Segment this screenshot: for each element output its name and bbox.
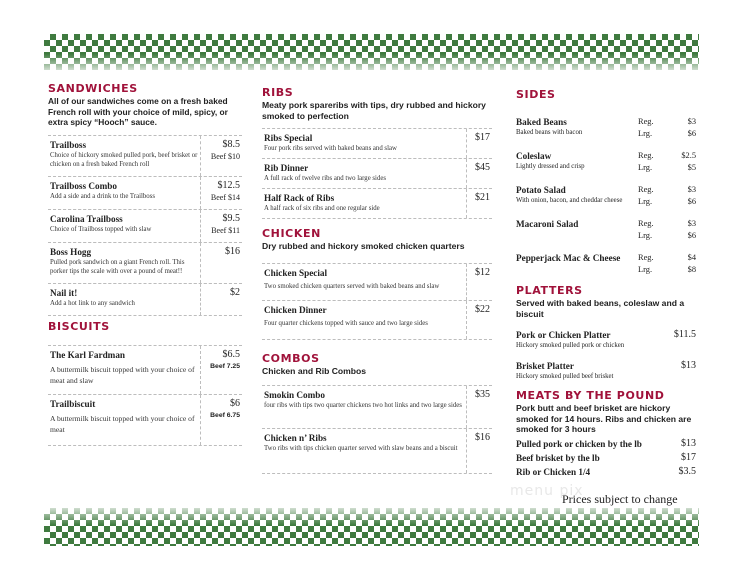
item-price: $16 — [475, 432, 490, 443]
item-price: $21 — [475, 192, 490, 203]
lrg-label: Lrg. — [638, 231, 653, 240]
item-price: $9.5 — [222, 212, 240, 224]
ribs-description: Meaty pork spareribs with tips, dry rubbed and hickory smoked to perfection — [262, 100, 486, 121]
section-title-platters: PLATTERS — [516, 284, 583, 297]
menu-item-trailboss-combo — [48, 176, 242, 210]
section-title-biscuits: BISCUITS — [48, 319, 110, 333]
size-prices — [638, 252, 696, 276]
item-name: Trailbiscuit — [50, 398, 96, 409]
reg-price: $4 — [687, 253, 696, 262]
lrg-price: $6 — [687, 129, 696, 138]
reg-price: $2.5 — [681, 151, 696, 160]
price-cell — [466, 386, 492, 428]
item-description: Add a hot link to any sandwich — [50, 299, 135, 307]
chicken-description: Dry rubbed and hickory smoked chicken quarters — [262, 241, 465, 251]
lrg-price: $8 — [687, 265, 696, 274]
item-name: Rib or Chicken 1/4 — [516, 466, 591, 477]
item-name: Baked Beans — [516, 117, 567, 127]
item-price: $2 — [230, 286, 240, 298]
item-price: $16 — [225, 245, 240, 257]
menu-item-chicken-dinner — [262, 300, 492, 340]
section-title-ribs: RIBS — [262, 86, 294, 99]
item-description: Hickory smoked pulled beef brisket — [516, 373, 614, 380]
item-name: Boss Hogg — [50, 246, 92, 257]
item-name: Beef brisket by the lb — [516, 452, 600, 463]
reg-label: Reg. — [638, 219, 654, 228]
meat-item-rib-chicken — [516, 465, 696, 479]
item-name: Ribs Special — [264, 133, 313, 143]
item-name: Carolina Trailboss — [50, 213, 123, 224]
menu-item-smokin-combo — [262, 385, 492, 429]
item-name: Chicken n’ Ribs — [264, 433, 327, 443]
item-name: Chicken Special — [264, 267, 328, 278]
section-title-combos: COMBOS — [262, 351, 320, 365]
menu-item-trailbiscuit — [48, 394, 242, 446]
item-description: A full rack of twelve ribs and two large sides — [264, 175, 386, 182]
item-description: Choice of hickory smoked pulled pork, beef brisket or chicken on a fresh baked French roll — [50, 151, 198, 168]
item-description: A buttermilk biscuit topped with your choice of meat and slaw — [50, 364, 195, 385]
size-prices — [638, 184, 696, 208]
item-price: $3.5 — [678, 465, 696, 477]
lrg-label: Lrg. — [638, 265, 653, 274]
lrg-price: $5 — [687, 163, 696, 172]
item-description: Baked beans with bacon — [516, 129, 583, 136]
item-price-beef: Beef 6.75 — [210, 411, 240, 419]
item-price: $17 — [475, 132, 490, 143]
price-cell — [466, 189, 492, 218]
price-cell — [466, 264, 492, 300]
right-column — [516, 88, 696, 479]
combos-description: Chicken and Rib Combos — [262, 365, 367, 376]
item-name: Nail it! — [50, 287, 78, 298]
reg-price: $3 — [687, 117, 696, 126]
item-description: Four quarter chickens topped with sauce and two large sides — [264, 319, 428, 327]
meat-item-beef-brisket — [516, 451, 696, 465]
item-price: $12.5 — [217, 179, 240, 191]
section-title-sides: SIDES — [516, 88, 556, 101]
side-item-macaroni-salad — [516, 218, 696, 252]
side-item-potato-salad — [516, 184, 696, 218]
menu-item-chicken-special — [262, 263, 492, 301]
price-cell — [200, 395, 242, 445]
item-description: Two smoked chicken quarters served with baked beans and slaw — [264, 282, 440, 290]
lrg-price: $6 — [687, 197, 696, 206]
item-description: four ribs with tips two quarter chickens two hot links and two large sides — [264, 402, 462, 409]
item-description: With onion, bacon, and cheddar cheese — [516, 197, 623, 204]
prices-note: Prices subject to change — [562, 492, 678, 506]
item-name: Potato Salad — [516, 185, 566, 195]
item-price: $12 — [475, 266, 490, 278]
item-name: Macaroni Salad — [516, 219, 579, 229]
reg-label: Reg. — [638, 151, 654, 160]
item-description: Two ribs with tips chicken quarter served with slaw beans and a biscuit — [264, 445, 458, 452]
price-cell — [466, 429, 492, 473]
item-price-beef: Beef $10 — [210, 151, 240, 161]
item-name: Smokin Combo — [264, 390, 326, 400]
menu-item-carolina-trailboss — [48, 209, 242, 243]
price-cell — [200, 243, 242, 283]
size-prices — [638, 218, 696, 242]
reg-label: Reg. — [638, 117, 654, 126]
left-column — [48, 82, 242, 446]
lrg-label: Lrg. — [638, 129, 653, 138]
reg-price: $3 — [687, 185, 696, 194]
platter-item-brisket — [516, 360, 696, 381]
item-name: Half Rack of Ribs — [264, 193, 335, 203]
menu-item-trailboss — [48, 135, 242, 177]
item-description: Choice of Trailboss topped with slaw — [50, 225, 152, 233]
item-description: Lightly dressed and crisp — [516, 163, 585, 170]
item-price: $45 — [475, 162, 490, 173]
section-title-chicken: CHICKEN — [262, 227, 321, 240]
platter-item-pork-chicken — [516, 329, 696, 350]
menu-item-boss-hogg — [48, 242, 242, 284]
checkered-border-bottom — [44, 508, 699, 546]
item-name: Pulled pork or chicken by the lb — [516, 438, 642, 449]
item-name: Rib Dinner — [264, 163, 309, 173]
item-name: Trailboss — [50, 139, 87, 150]
reg-label: Reg. — [638, 185, 654, 194]
sandwiches-description: All of our sandwiches come on a fresh baked French roll with your choice of mild, spicy, or extra spicy “Hooch” sauce. — [48, 96, 228, 127]
middle-column — [262, 86, 492, 474]
item-description: Pulled pork sandwich on a giant French roll. This porker tips the scale with over a pound of meat!! — [50, 258, 185, 275]
menu-item-karl-fardman — [48, 345, 242, 395]
item-name: Brisket Platter — [516, 361, 574, 371]
item-price: $8.5 — [222, 138, 240, 150]
item-price: $22 — [475, 303, 490, 315]
side-item-coleslaw — [516, 150, 696, 184]
item-name: Pork or Chicken Platter — [516, 330, 611, 340]
item-description: Add a side and a drink to the Trailboss — [50, 192, 155, 200]
price-cell — [466, 129, 492, 158]
lrg-label: Lrg. — [638, 163, 653, 172]
reg-label: Reg. — [638, 253, 654, 262]
section-title-sandwiches: SANDWICHES — [48, 82, 138, 95]
size-prices — [638, 150, 696, 174]
item-price: $35 — [475, 389, 490, 400]
side-item-pepperjack-mac — [516, 252, 696, 286]
menu-item-ribs-special — [262, 128, 492, 159]
price-cell — [200, 210, 242, 242]
lrg-price: $6 — [687, 231, 696, 240]
item-price-beef: Beef $11 — [211, 225, 240, 235]
section-title-meats-by-the-pound: MEATS BY THE POUND — [516, 389, 665, 402]
item-name: Chicken Dinner — [264, 304, 327, 315]
side-item-baked-beans — [516, 116, 696, 150]
meat-item-pulled-pork — [516, 437, 696, 451]
price-cell — [200, 346, 242, 394]
item-name: Coleslaw — [516, 151, 552, 161]
item-price: $13 — [681, 360, 696, 371]
item-price-beef: Beef 7.25 — [210, 362, 240, 370]
menu-item-nail-it — [48, 283, 242, 316]
price-cell — [200, 177, 242, 209]
reg-price: $3 — [687, 219, 696, 228]
item-price: $11.5 — [673, 329, 696, 340]
item-description: Four pork ribs served with baked beans and slaw — [264, 145, 397, 152]
item-price: $6 — [230, 397, 240, 409]
item-description: A buttermilk biscuit topped with your choice of meat — [50, 413, 195, 434]
item-price-beef: Beef $14 — [210, 192, 240, 202]
menu-item-rib-dinner — [262, 158, 492, 189]
price-cell — [200, 284, 242, 315]
item-name: Pepperjack Mac & Cheese — [516, 253, 621, 263]
menu-item-chicken-n-ribs — [262, 428, 492, 474]
item-price: $13 — [681, 437, 696, 449]
lrg-label: Lrg. — [638, 197, 653, 206]
item-description: A half rack of six ribs and one regular side — [264, 205, 380, 212]
item-description: Hickory smoked pulled pork or chicken — [516, 342, 625, 349]
menu-item-half-rack — [262, 188, 492, 219]
watermark: menu pix — [510, 483, 584, 499]
price-cell — [466, 301, 492, 339]
price-cell — [200, 136, 242, 176]
item-price: $6.5 — [222, 348, 240, 360]
meats-description: Pork butt and beef brisket are hickory smoked for 14 hours. Ribs and chicken are smoked for 3 hours — [516, 403, 692, 434]
item-name: The Karl Fardman — [50, 349, 126, 360]
price-cell — [466, 159, 492, 188]
item-name: Trailboss Combo — [50, 180, 117, 191]
item-price: $17 — [681, 451, 696, 463]
checkered-border-top — [44, 34, 699, 70]
size-prices — [638, 116, 696, 140]
platters-description: Served with baked beans, coleslaw and a biscuit — [516, 298, 685, 319]
